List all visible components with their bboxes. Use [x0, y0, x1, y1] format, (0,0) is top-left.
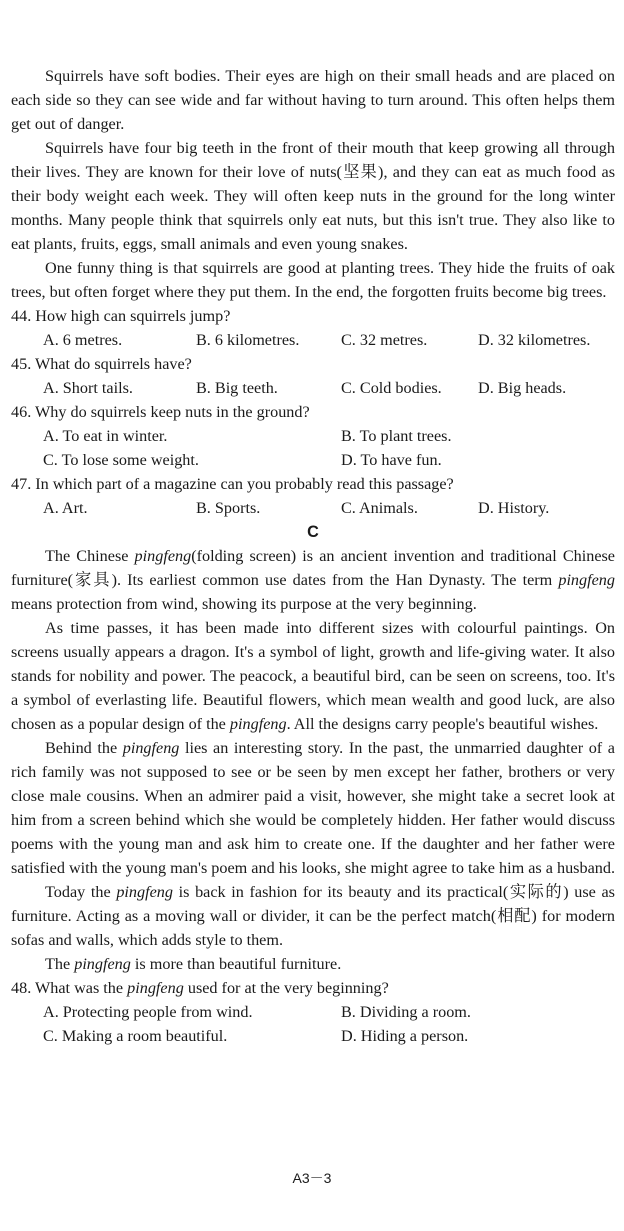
question-stem: 46. Why do squirrels keep nuts in the ground?: [11, 403, 310, 421]
question-stem: 45. What do squirrels have?: [11, 355, 192, 373]
question-stem: 48. What was the pingfeng used for at the very beginning?: [11, 979, 389, 997]
term-pingfeng: pingfeng: [558, 571, 615, 589]
passage-c-paragraph-2: As time passes, it has been made into different sizes with colourful paintings. On screens usually appears a dragon. It's a symbol of light, growth and life-giving water. It also stands for nobility and power. The peacock, a beautiful bird, can be seen on screens, too. It's a symbol of everlasting life. Beautiful flowers, which mean wealth and good luck, are also chosen as a popular design of the pingfeng. All the designs carry people's beautiful wishes.: [11, 619, 615, 733]
term-pingfeng: pingfeng: [74, 955, 131, 973]
option-a: A. Protecting people from wind.: [43, 1003, 253, 1021]
option-a: A. To eat in winter.: [43, 427, 168, 445]
passage-c-paragraph-3: Behind the pingfeng lies an interesting story. In the past, the unmarried daughter of a rich family was not supposed to see or be seen by men except her father, brothers or very close male cousins. When an admirer paid a visit, however, she might take a secret look at him from a screen behind which she would be completely hidden. Her father would discuss poems with the young man and ask him to create one. If the daughter and her father were satisfied with the young man's poem and his looks, she might agree to take him as a husband.: [11, 739, 615, 877]
term-pingfeng: pingfeng: [134, 547, 192, 565]
section-c-heading: C: [307, 523, 319, 541]
option-b: B. To plant trees.: [341, 427, 452, 445]
passage-c-paragraph-4: Today the pingfeng is back in fashion for its beauty and its practical(实际的) use as furniture. Acting as a moving wall or divider, it can be the perfect match(相配) for modern sofas and walls, which adds style to them.: [11, 883, 615, 949]
question-45: [11, 352, 615, 400]
option-d: D. 32 kilometres.: [478, 331, 591, 349]
passage-b-paragraph-3: One funny thing is that squirrels are good at planting trees. They hide the fruits of oak trees, but often forget where they put them. In the end, the forgotten fruits become big trees.: [11, 259, 615, 301]
option-d: D. Big heads.: [478, 379, 567, 397]
page-number: A3－3: [292, 1170, 332, 1186]
question-stem: 47. In which part of a magazine can you probably read this passage?: [11, 475, 454, 493]
exam-page: [11, 64, 615, 1048]
option-c: C. Making a room beautiful.: [43, 1027, 228, 1045]
option-c: C. Animals.: [341, 499, 418, 517]
passage-c-paragraph-1: The Chinese pingfeng(folding screen) is an ancient invention and traditional Chinese furniture(家具). Its earliest common use dates from the Han Dynasty. The term pingfeng means protection from wind, showing its purpose at the very beginning.: [11, 547, 615, 613]
term-pingfeng: pingfeng: [116, 883, 173, 901]
option-c: C. 32 metres.: [341, 331, 428, 349]
passage-b-paragraph-2: Squirrels have four big teeth in the front of their mouth that keep growing all through their lives. They are known for their love of nuts(坚果), and they can eat as much food as their body weight each week. They will often keep nuts in the ground for the long winter months. Many people think that squirrels only eat nuts, but this isn't true. They also like to eat plants, fruits, eggs, small animals and even young snakes.: [11, 139, 615, 253]
term-pingfeng: pingfeng: [127, 979, 184, 997]
option-a: A. Art.: [43, 499, 88, 517]
question-46: [11, 400, 615, 472]
option-b: B. Sports.: [196, 499, 261, 517]
question-47: [11, 472, 615, 520]
passage-c-paragraph-5: The pingfeng is more than beautiful furniture.: [45, 955, 342, 973]
option-d: D. History.: [478, 499, 550, 517]
question-stem: 44. How high can squirrels jump?: [11, 307, 231, 325]
option-d: D. Hiding a person.: [341, 1027, 469, 1045]
option-d: D. To have fun.: [341, 451, 442, 469]
passage-b-paragraph-1: Squirrels have soft bodies. Their eyes are high on their small heads and are placed on each side so they can see wide and far without having to turn around. This often helps them get out of danger.: [11, 67, 615, 133]
question-44: [11, 304, 615, 352]
question-48: [11, 976, 615, 1048]
option-c: C. To lose some weight.: [43, 451, 199, 469]
term-pingfeng: pingfeng: [122, 739, 180, 757]
option-b: B. 6 kilometres.: [196, 331, 300, 349]
option-a: A. Short tails.: [43, 379, 133, 397]
term-pingfeng: pingfeng: [229, 715, 287, 733]
option-a: A. 6 metres.: [43, 331, 123, 349]
option-b: B. Dividing a room.: [341, 1003, 471, 1021]
option-b: B. Big teeth.: [196, 379, 278, 397]
option-c: C. Cold bodies.: [341, 379, 442, 397]
